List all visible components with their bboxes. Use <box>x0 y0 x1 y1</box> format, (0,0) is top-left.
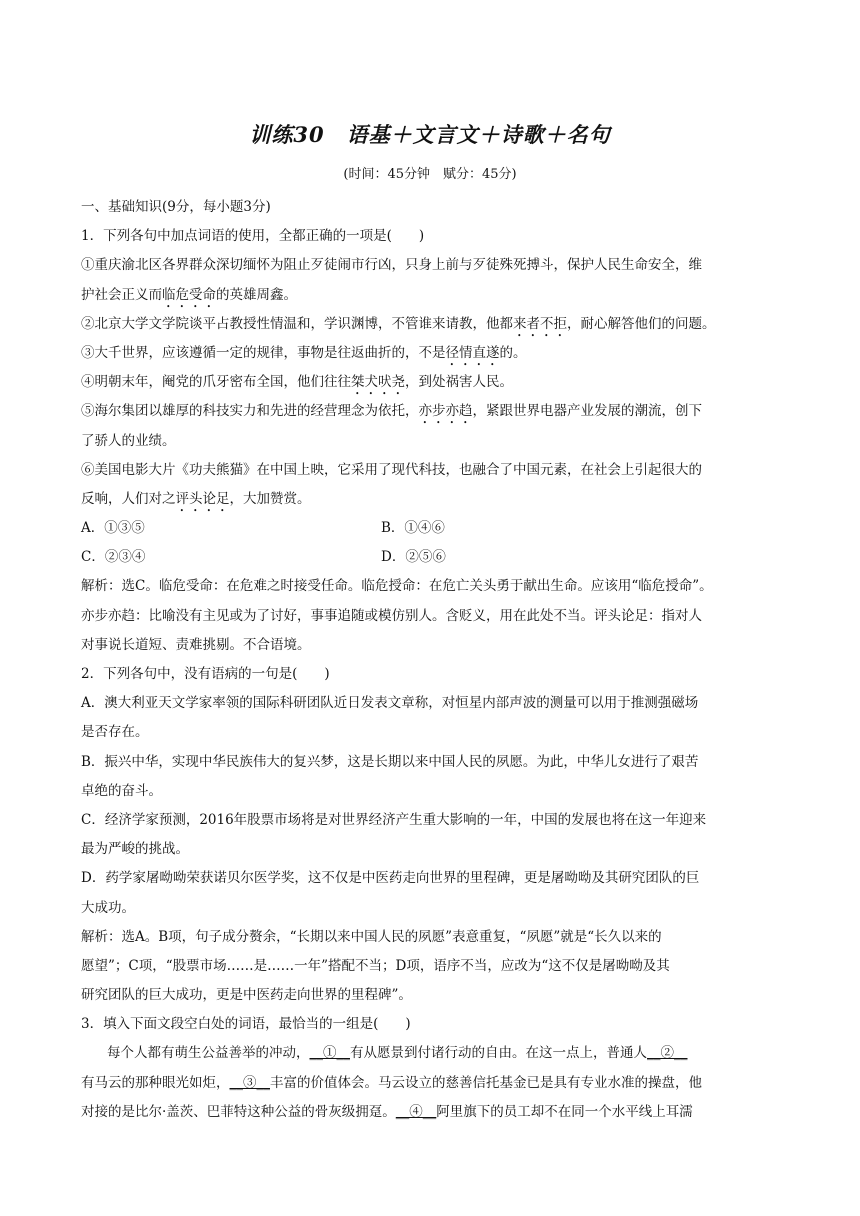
blank-2: __②__ <box>647 1045 688 1062</box>
q1-sentence-2: ②北京大学文学院谈平占教授性情温和，学识渊博，不管谁来请教，他都来者不拒，耐心解答他们的问题。 <box>81 315 716 332</box>
section-heading: 一、基础知识(9分，每小题3分) <box>81 199 271 215</box>
dotted-term: 来者不拒 <box>513 315 567 332</box>
page-subtitle: (时间：45分钟 赋分：45分) <box>343 167 517 182</box>
q2-answer-line-2: 愿望”；C项，“股票市场……是……一年”搭配不当；D项，语序不当，应改为“这不仅是屠呦呦及其 <box>81 957 670 974</box>
q2-answer-line-1: 解析：选A。B项，句子成分赘余，“长期以来中国人民的夙愿”表意重复，“夙愿”就是“长久以来的 <box>81 928 662 945</box>
q2-option-d-line-1: D．药学家屠呦呦荣获诺贝尔医学奖，这不仅是中医药走向世界的里程碑，更是屠呦呦及其研究团队的巨 <box>81 870 700 887</box>
q1-sentence-5-line-2: 了骄人的业绩。 <box>81 432 176 449</box>
q2-option-c-line-1: C．经济学家预测，2016年股票市场将是对世界经济产生重大影响的一年，中国的发展也将在这一年迎来 <box>81 811 707 828</box>
question-2-stem: 2．下列各句中，没有语病的一句是( ) <box>81 666 330 682</box>
blank-3: __③__ <box>229 1074 270 1091</box>
q2-option-b-line-1: B．振兴中华，实现中华民族伟大的复兴梦，这是长期以来中国人民的夙愿。为此，中华儿女进行了艰苦 <box>81 753 699 770</box>
q1-options-row-2 <box>81 543 781 572</box>
q2-answer-line-3: 研究团队的巨大成功，更是中医药走向世界的里程碑”。 <box>81 987 412 1004</box>
q3-passage-line-3: 对接的是比尔·盖茨、巴菲特这种公益的骨灰级拥趸。__④__阿里旗下的员工却不在同一个水平线上耳濡 <box>81 1103 693 1120</box>
q2-option-d-line-2: 大成功。 <box>81 899 135 916</box>
q2-option-a-line-1: A．澳大利亚天文学家率领的国际科研团队近日发表文章称，对恒星内部声波的测量可以用于推测强磁场 <box>81 695 699 712</box>
document-body <box>81 193 781 1127</box>
q1-answer-line-2: 亦步亦趋：比喻没有主见或为了讨好，事事追随或模仿别人。含贬义，用在此处不当。评头论足：指对人 <box>81 607 702 624</box>
blank-4: __④__ <box>395 1103 437 1120</box>
q3-passage-line-1: 每个人都有萌生公益善举的冲动，__①__有从愿景到付诸行动的自由。在这一点上，普通人__②__ <box>107 1045 688 1062</box>
option-b: B．①④⑥ <box>381 520 445 537</box>
option-c: C．②③④ <box>81 549 146 566</box>
q1-sentence-4: ④明朝末年，阉党的爪牙密布全国，他们往往桀犬吠尧，到处祸害人民。 <box>81 374 513 391</box>
dotted-term: 临危受命 <box>162 286 216 303</box>
dotted-term: 桀犬吠尧 <box>351 374 405 391</box>
q1-sentence-1-line-2: 护社会正义而临危受命的英雄周鑫。 <box>81 286 297 303</box>
q1-sentence-5-line-1: ⑤海尔集团以雄厚的科技实力和先进的经营理念为依托，亦步亦趋，紧跟世界电器产业发展的潮流，创下 <box>81 403 702 420</box>
option-a: A．①③⑤ <box>81 520 145 537</box>
blank-1: __①__ <box>309 1045 350 1062</box>
dotted-term: 评头论足 <box>175 490 230 507</box>
q1-sentence-6-line-1: ⑥美国电影大片《功夫熊猫》在中国上映，它采用了现代科技，也融合了中国元素，在社会上引起很大的 <box>81 461 702 478</box>
q1-sentence-6-line-2: 反响，人们对之评头论足，大加赞赏。 <box>81 490 311 507</box>
q2-option-a-line-2: 是否存在。 <box>81 724 149 741</box>
q2-option-c-line-2: 最为严峻的挑战。 <box>81 841 189 858</box>
q1-sentence-3: ③大千世界，应该遵循一定的规律，事物是往返曲折的，不是径情直遂的。 <box>81 344 527 361</box>
question-1-stem: 1．下列各句中加点词语的使用，全都正确的一项是( ) <box>81 228 425 245</box>
q1-answer-line-1: 解析：选C。临危受命：在危难之时接受任命。临危授命：在危亡关头勇于献出生命。应该用“临危授命”。 <box>81 578 713 595</box>
dotted-term: 亦步亦趋 <box>418 403 473 420</box>
dotted-term: 径情直遂 <box>445 344 500 361</box>
q2-option-b-line-2: 卓绝的奋斗。 <box>81 782 162 799</box>
page-title: 训练30 语基＋文言文＋诗歌＋名句 <box>249 122 611 147</box>
q1-options-row-1 <box>81 514 781 543</box>
q1-sentence-1-line-1: ①重庆渝北区各界群众深切缅怀为阻止歹徒闹市行凶，只身上前与歹徒殊死搏斗，保护人民生命安全，维 <box>81 257 702 274</box>
option-d: D．②⑤⑥ <box>381 549 446 566</box>
question-3-stem: 3．填入下面文段空白处的词语，最恰当的一组是( ) <box>81 1016 411 1033</box>
q1-answer-line-3: 对事说长道短、责难挑剔。不合语境。 <box>81 636 311 653</box>
q3-passage-line-2: 有马云的那种眼光如炬，__③__丰富的价值体会。马云设立的慈善信托基金已是具有专业水准的操盘，他 <box>81 1074 702 1091</box>
